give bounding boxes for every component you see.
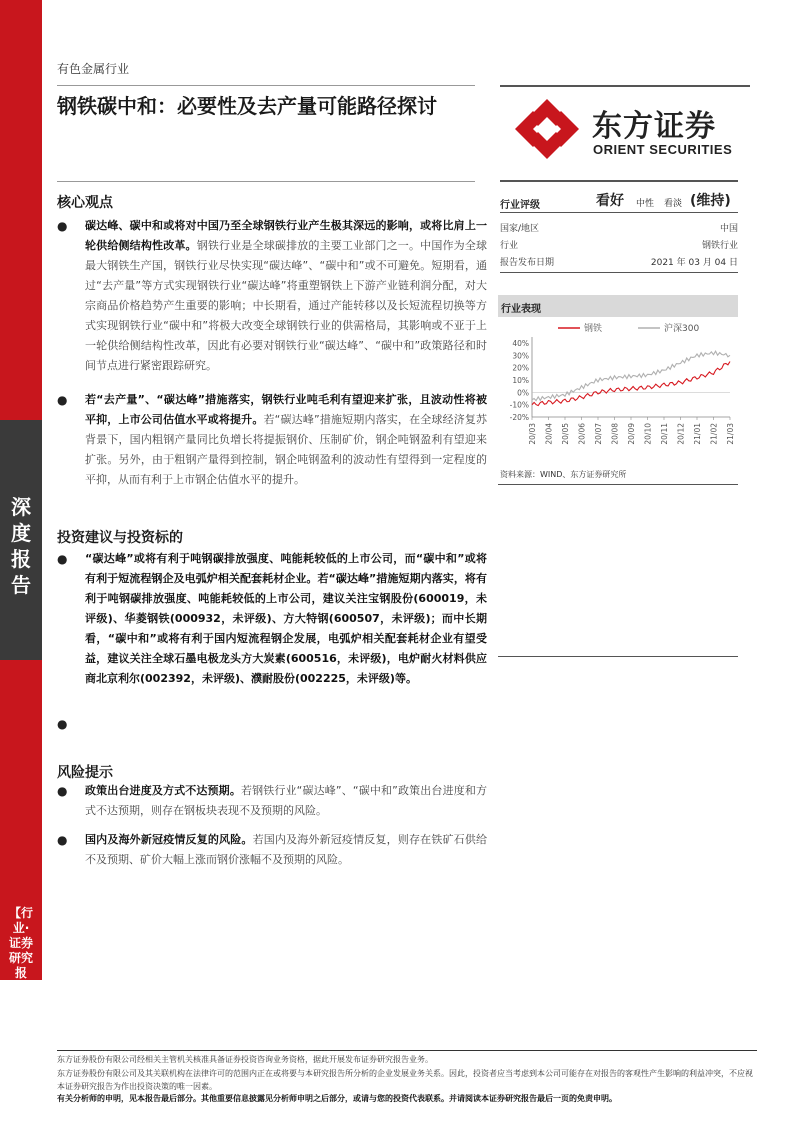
report-type-label: 深度报告 bbox=[11, 495, 31, 597]
rating-rule bbox=[500, 212, 738, 213]
industry-tag: 有色金属行业 bbox=[57, 62, 130, 76]
perf-heading: 行业表现 bbox=[498, 295, 738, 317]
risk-heading: 风险提示 bbox=[57, 765, 113, 781]
risk-p2-bold: 国内及海外新冠疫情反复的风险。 bbox=[85, 833, 253, 846]
rating-main: 看好 bbox=[596, 193, 624, 209]
bullet-icon: ● bbox=[57, 784, 68, 798]
logo-cn-text: 东方证券 bbox=[592, 109, 716, 144]
bullet-icon: ● bbox=[57, 833, 68, 847]
core-p2-bold: 若“去产量”、“碳达峰”措施落实，钢铁行业吨毛利有望迎来扩张，且波动性将被平抑，上市公司估值水平或将提升。 bbox=[85, 393, 487, 426]
rating-neutral: 中性 bbox=[636, 199, 655, 209]
footer-rule bbox=[57, 1050, 757, 1051]
core-rule bbox=[57, 181, 475, 182]
rating-keep: (维持) bbox=[690, 193, 731, 209]
bullet-icon: ● bbox=[57, 552, 68, 566]
sidebar-report-type bbox=[0, 420, 42, 660]
sidebar-bottom-bar bbox=[0, 660, 42, 995]
info-key: 国家/地区 bbox=[500, 224, 540, 234]
industry-performance-svg bbox=[498, 317, 738, 460]
risk-p1-text: 若钢铁行业“碳达峰”、“碳中和”政策出台进度和方式不达预期，则存在钢板块表现不及预期的风险。 bbox=[85, 784, 487, 817]
rating-label: 行业评级 bbox=[500, 200, 540, 211]
logo-bottom-rule bbox=[500, 180, 738, 182]
info-key: 行业 bbox=[500, 241, 519, 251]
info-value: 钢铁行业 bbox=[701, 241, 738, 251]
core-p1-text: 钢铁行业是全球碳排放的主要工业部门之一。中国作为全球最大钢铁生产国，钢铁行业尽快实现“碳达峰”、“碳中和”或不可避免。短期看，通过“去产量”等方式实现钢铁行业“碳达峰”将重塑钢铁上下游产业链利润分配，对大宗商品价格趋势产生重要的影响；中长期看，通过产能转移以及长短流程切换等方式实现钢铁行业“碳中和”将极大改变全球钢铁行业的供需格局，其影响或不亚于上一轮供给侧结构性改革，因此有必要对钢铁行业“碳达峰”、“碳中和”政策路径和时间节点进行紧密跟踪研究。 bbox=[85, 239, 488, 372]
bullet-icon: ● bbox=[57, 717, 68, 731]
x-tick-label: 20/11 bbox=[660, 423, 669, 445]
x-tick-label: 20/04 bbox=[544, 423, 554, 445]
y-tick-label: 10% bbox=[512, 376, 529, 385]
logo-en-text: ORIENT SECURITIES bbox=[593, 142, 733, 157]
invest-heading: 投资建议与投资标的 bbox=[57, 530, 183, 546]
risk-paragraph-1 bbox=[57, 781, 487, 821]
invest-paragraph bbox=[57, 549, 487, 689]
right-col-rule bbox=[498, 656, 738, 657]
report-sub-label: 【行业·证券研究报告】 bbox=[8, 906, 33, 995]
header-rule bbox=[57, 85, 475, 86]
x-tick-label: 20/12 bbox=[676, 423, 686, 445]
logo-top-rule bbox=[500, 85, 750, 87]
y-tick-label: -10% bbox=[509, 400, 529, 410]
info-rule bbox=[500, 272, 738, 273]
risk-p1-bold: 政策出台进度及方式不达预期。 bbox=[85, 784, 241, 797]
sidebar-top-bar bbox=[0, 0, 42, 420]
risk-paragraph-2 bbox=[57, 830, 487, 870]
info-value: 2021 年 03 月 04 日 bbox=[650, 258, 738, 268]
core-p2-text: 若“碳达峰”措施短期内落实，在全球经济复苏背景下，国内粗钢产量同比负增长将提振钢价、压制矿价，钢企吨钢盈利有望迎来扩张。另外，由于粗钢产量得到控制，钢企吨钢盈利的波动性有望得到一定程度的平抑，从而有利于上市钢企估值水平的提升。 bbox=[85, 413, 488, 486]
footer-bold-notice: 有关分析师的申明，见本报告最后部分。其他重要信息披露见分析师申明之后部分，或请与您的投资代表联系。并请阅读本证券研究报告最后一页的免责申明。 bbox=[57, 1094, 617, 1103]
x-tick-label: 20/05 bbox=[561, 423, 570, 445]
footer-line-2: 东方证券股份有限公司及其关联机构在法律许可的范围内正在或将要与本研究报告所分析的企业发展业务关系。因此，投资者应当考虑到本公司可能存在对报告的客观性产生影响的利益冲突，不应视本证券研究报告为作出投资决策的唯一因素。 bbox=[57, 1069, 753, 1091]
legend-label-0: 钢铁 bbox=[584, 324, 603, 334]
x-tick-label: 21/02 bbox=[709, 423, 719, 445]
series-line-0 bbox=[532, 362, 730, 406]
bullet-icon: ● bbox=[57, 393, 68, 407]
legend-label-1: 沪深300 bbox=[664, 324, 700, 334]
x-tick-label: 20/03 bbox=[528, 423, 537, 445]
core-heading: 核心观点 bbox=[57, 195, 113, 211]
page-title: 钢铁碳中和：必要性及去产量可能路径探讨 bbox=[57, 94, 437, 118]
x-tick-label: 20/06 bbox=[577, 423, 587, 445]
core-paragraph-2 bbox=[57, 390, 487, 490]
footer-line-1: 东方证券股份有限公司经相关主管机关核准具备证券投资咨询业务资格，据此开展发布证券研究报告业务。 bbox=[57, 1055, 433, 1064]
industry-performance-chart bbox=[498, 317, 738, 460]
chart-rule bbox=[498, 484, 738, 485]
x-tick-label: 20/07 bbox=[594, 423, 603, 445]
y-tick-label: 30% bbox=[512, 351, 529, 361]
x-tick-label: 21/01 bbox=[693, 423, 702, 445]
chart-source: 资料来源：WIND、东方证券研究所 bbox=[500, 470, 627, 479]
bullet-icon: ● bbox=[57, 219, 68, 233]
info-value: 中国 bbox=[719, 224, 738, 234]
y-tick-label: 0% bbox=[517, 388, 529, 398]
core-paragraph-1 bbox=[57, 216, 487, 376]
y-tick-label: 20% bbox=[512, 363, 529, 373]
x-tick-label: 20/08 bbox=[610, 423, 620, 445]
x-tick-label: 20/10 bbox=[643, 423, 653, 445]
y-tick-label: 40% bbox=[512, 339, 529, 348]
info-key: 报告发布日期 bbox=[500, 258, 555, 268]
risk-p2-text: 若国内及海外新冠疫情反复，则存在铁矿石供给不及预期、矿价大幅上涨而钢价涨幅不及预期的风险。 bbox=[85, 833, 488, 866]
core-p1-bold: 碳达峰、碳中和或将对中国乃至全球钢铁行业产生极其深远的影响，或将比肩上一轮供给侧结构性改革。 bbox=[85, 219, 487, 252]
rating-bear: 看淡 bbox=[664, 199, 683, 209]
x-tick-label: 21/03 bbox=[726, 423, 735, 445]
orient-logo bbox=[512, 96, 762, 162]
x-tick-label: 20/09 bbox=[627, 423, 636, 445]
orient-logo-icon bbox=[512, 96, 582, 162]
invest-p1-text: “碳达峰”或将有利于吨钢碳排放强度、吨能耗较低的上市公司，而“碳中和”或将有利于短流程钢企及电弧炉相关配套耗材企业。若“碳达峰”措施短期内落实，将有利于吨钢碳排放强度、吨能耗较低的上市公司，建议关注宝钢股份(600019，未评级)、华菱钢铁(000932，未评级)、方大特钢(600507，未评级)；而中长期看，“碳中和”或将有利于国内短流程钢企发展，电弧炉相关配套耗材企业有望受益，建议关注全球石墨电极龙头方大炭素(600516，未评级)，电炉耐火材料供应商北京利尔(002392，未评级)、濮耐股份(002225，未评级)等。 bbox=[85, 552, 487, 685]
y-tick-label: -20% bbox=[509, 413, 529, 422]
